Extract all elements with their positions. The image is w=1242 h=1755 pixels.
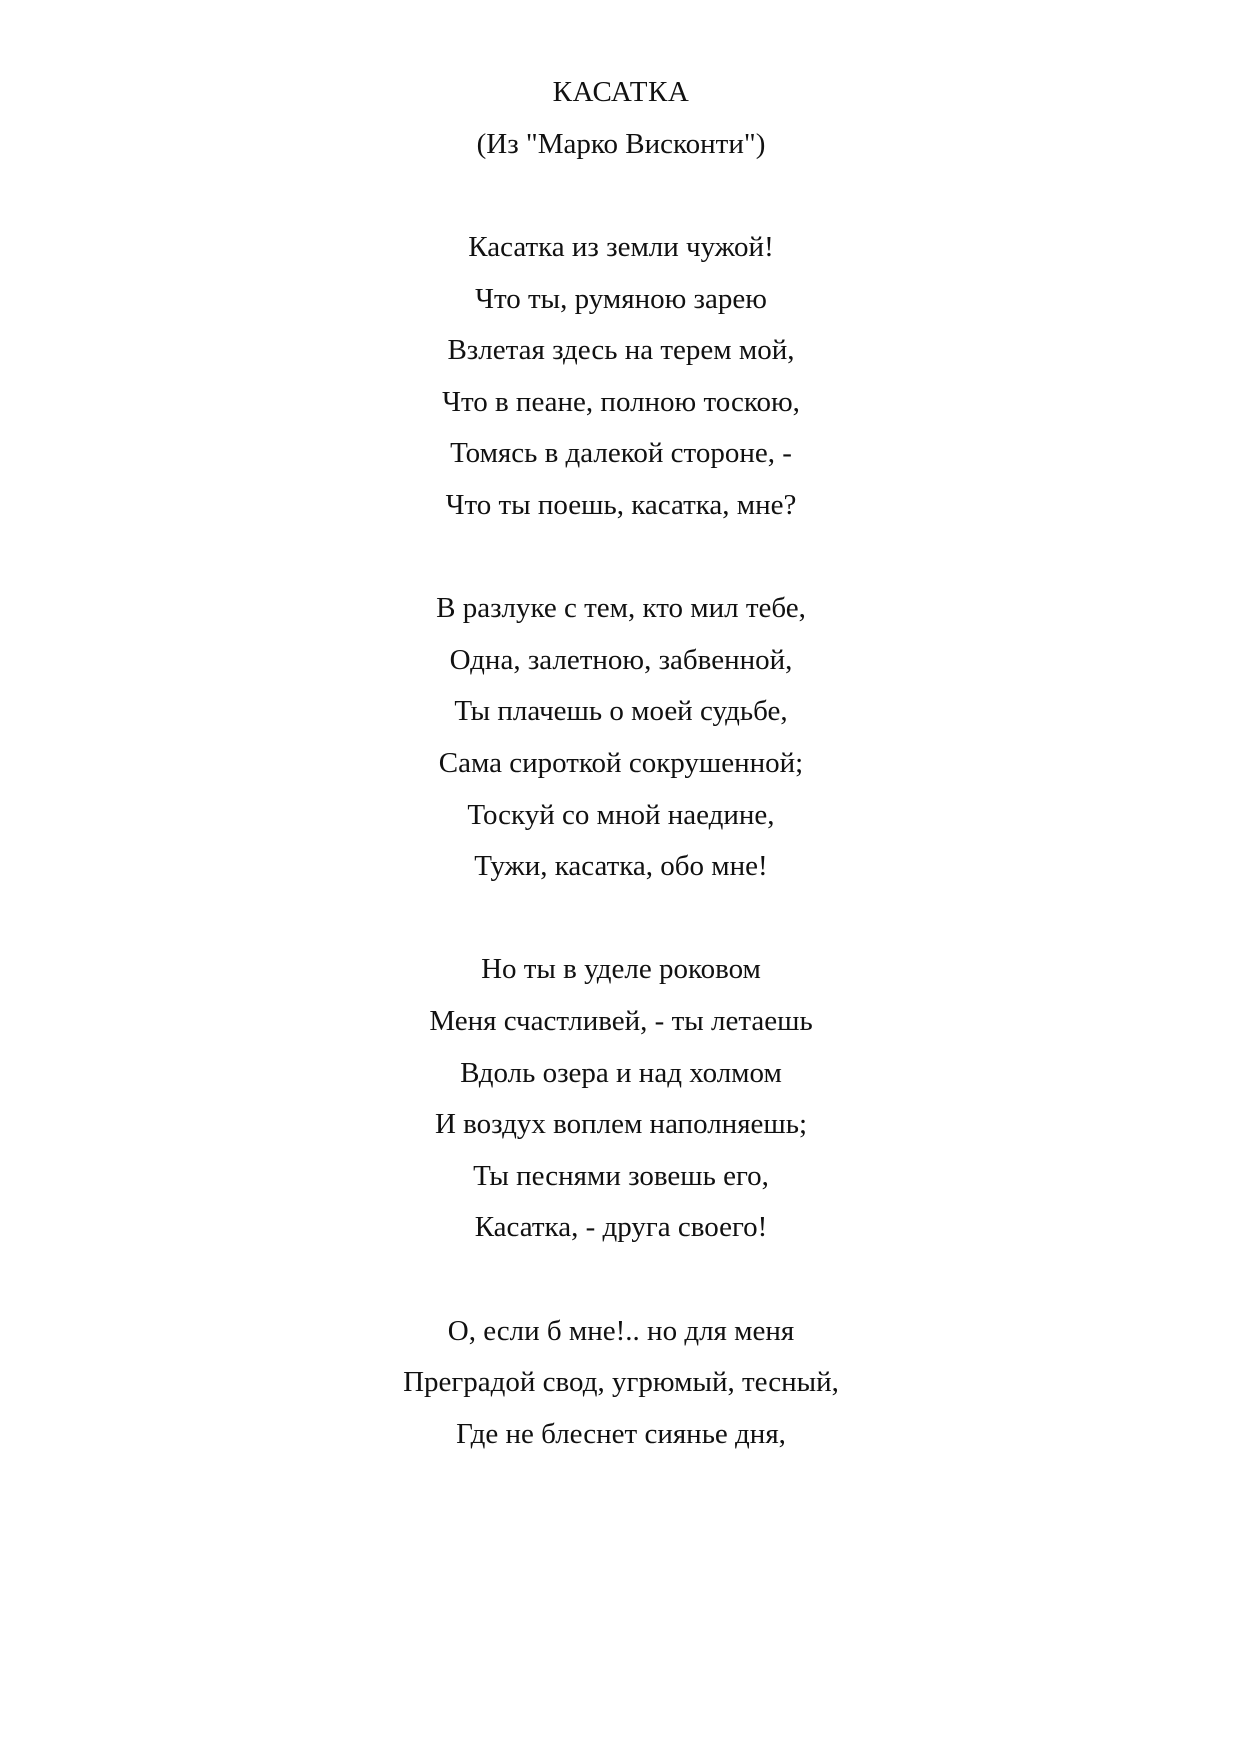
poem-line: Взлетая здесь на терем мой,	[447, 334, 795, 366]
poem-line: Что ты поешь, касатка, мне?	[445, 489, 797, 521]
poem-title: КАСАТКА	[552, 76, 690, 108]
poem-line: Вдоль озера и над холмом	[460, 1057, 782, 1089]
poem-line: Сама сироткой сокрушенной;	[438, 747, 804, 779]
poem-line: О, если б мне!.. но для меня	[447, 1315, 795, 1347]
poem-line: Томясь в далекой стороне, -	[450, 437, 792, 469]
poem-line: Что ты, румяною зарею	[475, 283, 767, 315]
poem-line: В разлуке с тем, кто мил тебе,	[436, 592, 806, 624]
poem-line: И воздух воплем наполняешь;	[434, 1108, 808, 1140]
poem-line: Преградой свод, угрюмый, тесный,	[403, 1366, 839, 1398]
poem-line: Меня счастливей, - ты летаешь	[429, 1005, 813, 1037]
poem-line: Касатка, - друга своего!	[474, 1211, 768, 1243]
poem-line: Но ты в уделе роковом	[481, 953, 761, 985]
poem-line: Касатка из земли чужой!	[468, 231, 774, 263]
poem-line: Что в пеане, полною тоскою,	[442, 386, 800, 418]
poem-line: Где не блеснет сиянье дня,	[456, 1418, 786, 1450]
poem-line: Ты песнями зовешь его,	[473, 1160, 769, 1192]
poem-line: Ты плачешь о моей судьбе,	[454, 695, 788, 727]
poem-line: Тужи, касатка, обо мне!	[474, 850, 768, 882]
poem-line: Тоскуй со мной наедине,	[467, 799, 775, 831]
poem-subtitle: (Из "Марко Висконти")	[476, 128, 766, 160]
poem-line: Одна, залетною, забвенной,	[449, 644, 793, 676]
